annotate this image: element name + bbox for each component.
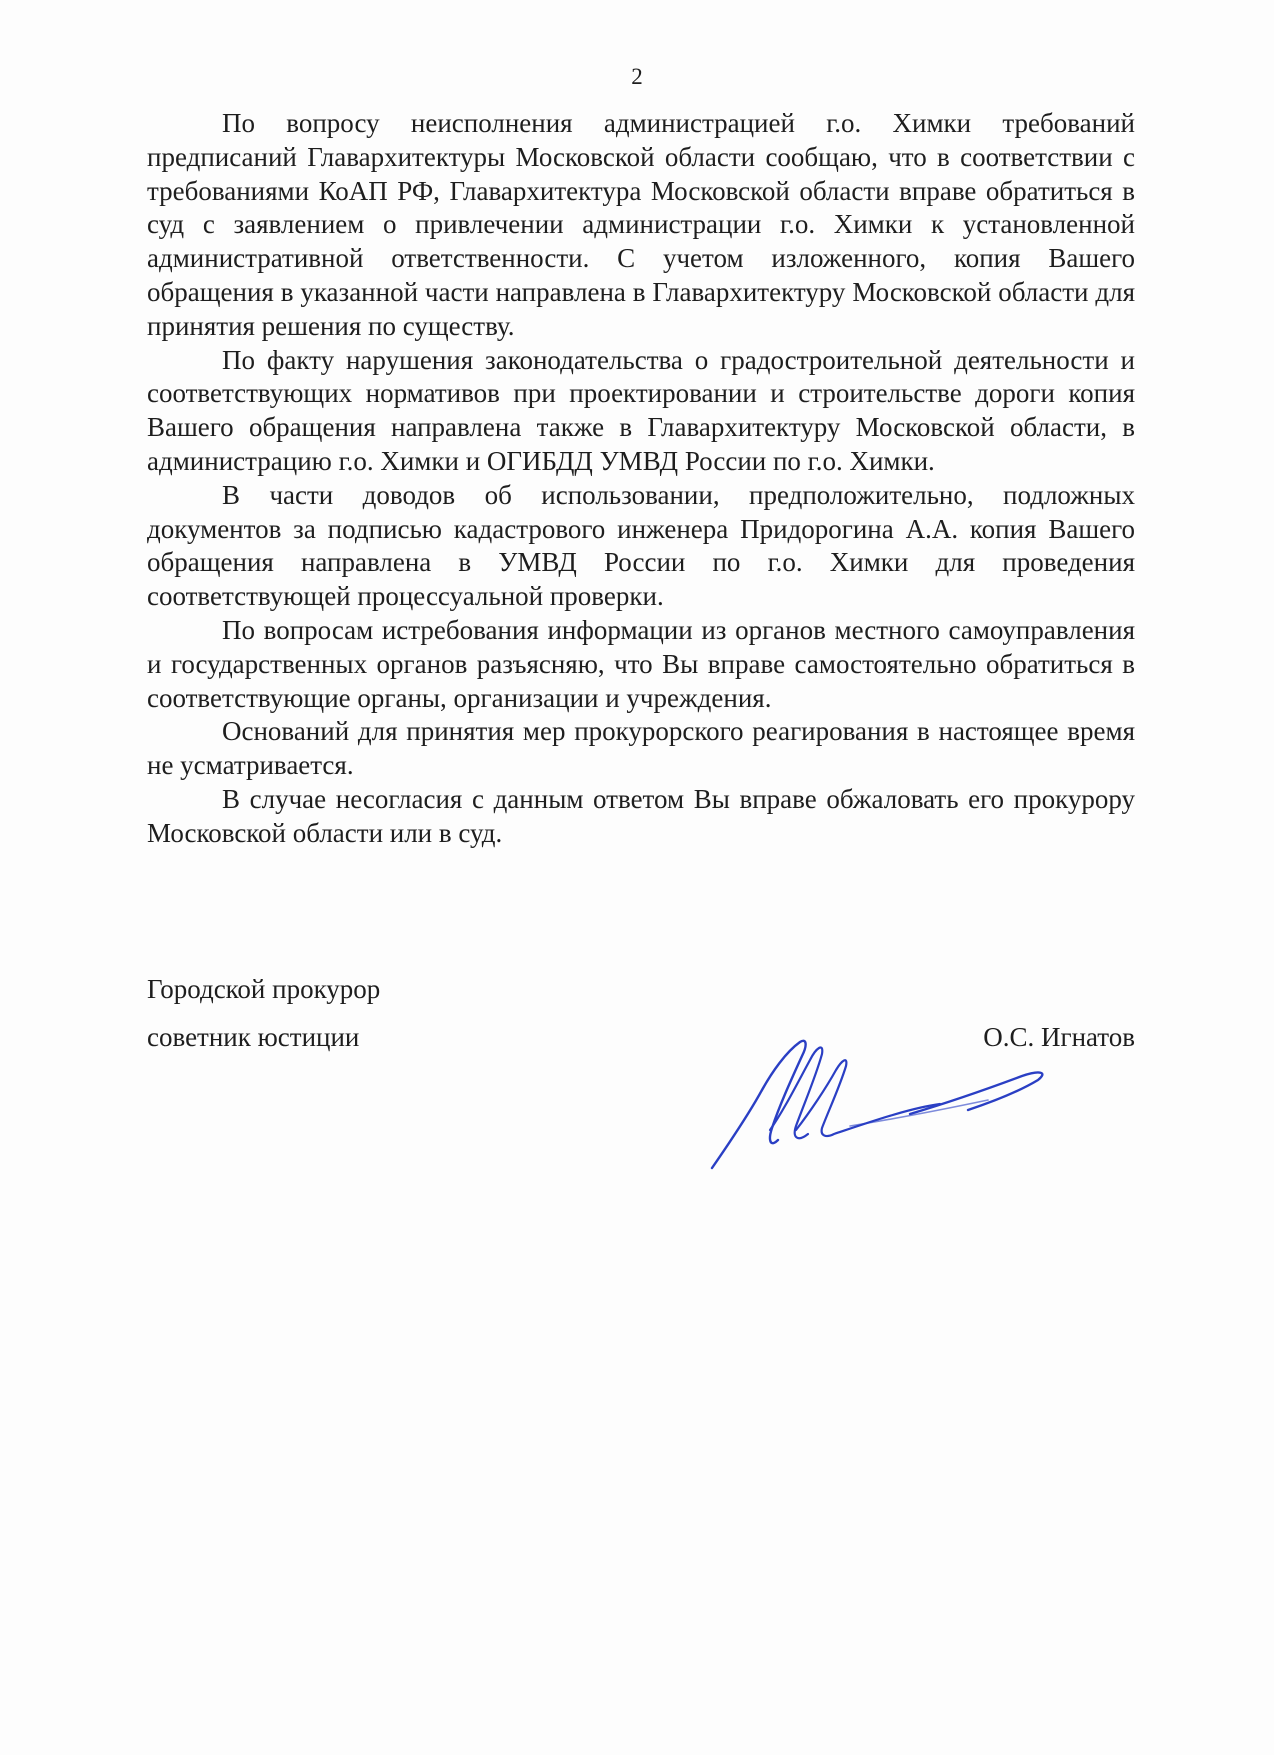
paragraph-forged-documents: В части доводов об использовании, предположительно, подложных документов за подписью кадастрового инженера Придорогина А.А. копия Вашего обращения направлена в УМВД России по г.о. Химки для проведения соответствующей процессуальной проверки.: [147, 479, 1135, 612]
page-number: 2: [631, 64, 643, 89]
paragraph-architecture-orders: По вопросу неисполнения администрацией г.о. Химки требований предписаний Главархитектуры Московской области сообщаю, что в соответствии с требованиями КоАП РФ, Главархитектура Московской области вправе обратиться в суд с заявлением о привлечении администрации г.о. Химки к установленной административной ответственности. С учетом изложенного, копия Вашего обращения в указанной части направлена в Главархитектуру Московской области для принятия решения по существу.: [147, 108, 1135, 341]
signer-name: О.С. Игнатов: [983, 1022, 1135, 1052]
handwritten-signature: [700, 1030, 1080, 1180]
paragraph-information-requests: По вопросам истребования информации из органов местного самоуправления и государственных органов разъясняю, что Вы вправе самостоятельно обратиться в соответствующие органы, организации и учреждения.: [147, 614, 1135, 713]
signer-position: Городской прокурор: [147, 974, 381, 1004]
letter-body: [147, 107, 1135, 851]
signer-rank: советник юстиции: [147, 1022, 360, 1052]
paragraph-urban-planning-violation: По факту нарушения законодательства о градостроительной деятельности и соответствующих нормативов при проектировании и строительстве дороги копия Вашего обращения направлена также в Главархитектуру Московской области, в администрацию г.о. Химки и ОГИБДД УМВД России по г.о. Химки.: [147, 344, 1135, 476]
paragraph-appeal-rights: В случае несогласия с данным ответом Вы вправе обжаловать его прокурору Московской области или в суд.: [147, 783, 1135, 848]
paragraph-no-measures: Оснований для принятия мер прокурорского реагирования в настоящее время не усматривается.: [147, 716, 1135, 781]
